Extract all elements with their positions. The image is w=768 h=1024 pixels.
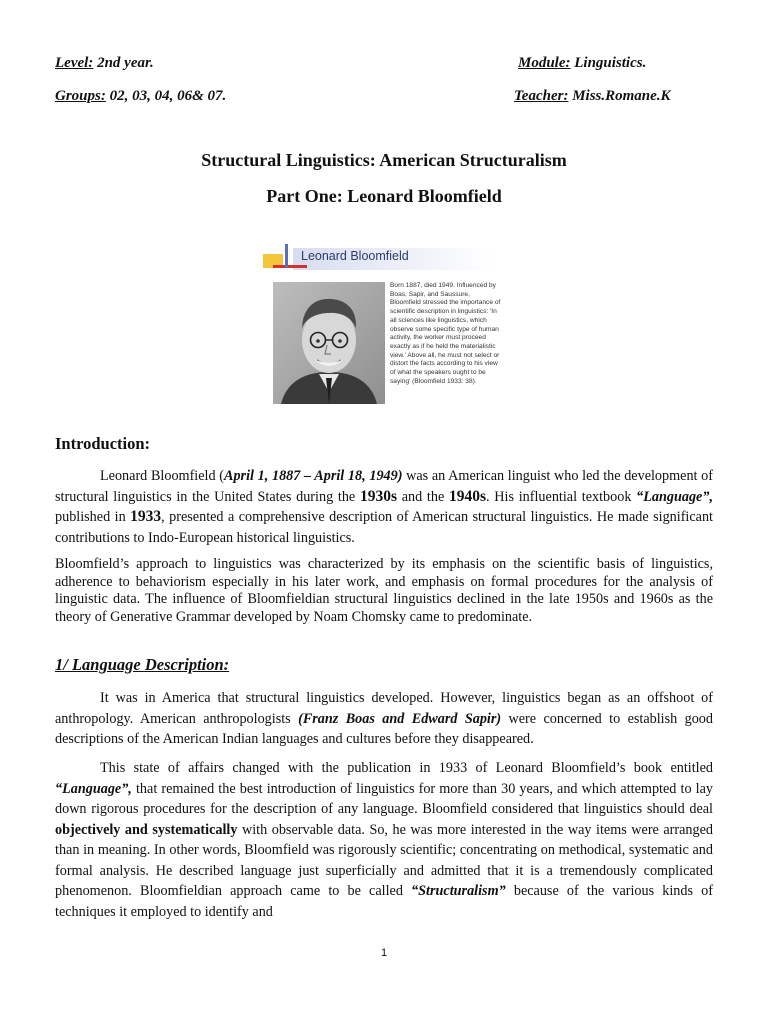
book-title: “Language”,	[636, 488, 713, 505]
document-title: Structural Linguistics: American Structuralism	[201, 150, 567, 170]
groups-value: 02, 03, 04, 06& 07.	[109, 88, 227, 104]
section1-p2-text: This state of affairs changed with the publication in 1933 of Leonard Bloomfield’s book entitled	[100, 760, 713, 776]
intro-p1-text: published in	[55, 509, 131, 525]
intro-p1-text: was an American linguist who led the development of structural linguistics in the United States during the	[55, 468, 713, 505]
portrait-illustration	[273, 282, 385, 404]
level-value: 2nd year.	[97, 55, 154, 71]
banner-red-line	[273, 265, 307, 268]
level-label: Level:	[55, 55, 94, 71]
groups-label: Groups:	[55, 88, 106, 104]
section1-paragraph-1	[55, 688, 713, 750]
book-title: “Language”,	[55, 780, 132, 797]
year-1930s: 1930s	[359, 487, 397, 505]
teacher-value: Miss.Romane.K	[572, 88, 671, 104]
section1-p1-text: It was in America that structural linguistics developed. However, linguistics began as an offshoot of anthropology. American anthropologists	[55, 690, 713, 727]
intro-p1-text: , presented a comprehensive description of American structural linguistics. He made significant contributions to Indo-European historical linguistics.	[55, 509, 713, 546]
page-number: 1	[380, 947, 388, 959]
year-1933: 1933	[130, 508, 162, 525]
groups-line	[55, 88, 226, 105]
intro-p1-text: and the	[396, 488, 449, 505]
bloomfield-dates: April 1, 1887 – April 18, 1949)	[224, 468, 403, 484]
level-line	[55, 55, 154, 72]
intro-p1-text: Leonard Bloomfield (	[100, 468, 224, 484]
bloomfield-figure	[263, 244, 503, 406]
section1-paragraph-2	[55, 758, 713, 922]
portrait-photo	[273, 282, 385, 404]
section1-p2-text: with observable data. So, he was more interested in the way items were arranged than in meaning. In other words, Bloomfield was rigorously scientific; concentrating on methodical, systematic and formal analysis. He described language just superficially and admitted that it is a tremendously complicated phenomenon. Bloomfieldian approach came to be called	[55, 821, 713, 899]
intro-paragraph-1	[55, 466, 713, 548]
teacher-line	[514, 88, 671, 105]
year-1940s: 1940s	[448, 487, 487, 505]
emphasis-objectively: objectively and systematically	[55, 821, 238, 838]
banner-blue-line	[285, 244, 288, 268]
module-label: Module:	[518, 55, 571, 71]
intro-p1-text: . His influential textbook	[486, 488, 637, 505]
module-line	[518, 55, 646, 72]
term-structuralism: “Structuralism”	[411, 883, 506, 899]
figure-caption: Born 1887, died 1949. Influenced by Boas, Sapir, and Saussure, Bloomfield stressed the importance of scientific description in linguistics: 'In all sciences like linguistics, which observe some specific type of human activity, the worker must proceed exactly as if he held the materialistic view.' Above all, he must not select or distort the facts according to his view of what the speakers ought to be saying' (Bloomfield 1933: 38).	[390, 282, 501, 385]
intro-paragraph-2: Bloomfield’s approach to linguistics was characterized by its emphasis on the scientific basis of linguistics, adherence to behaviorism especially in his later work, and emphasis on formal procedures for the analysis of linguistic data. The influence of Bloomfieldian structural linguistics declined in the late 1950s and 1960s as the theory of Generative Grammar developed by Noam Chomsky came to predominate.	[55, 556, 713, 625]
section1-p1-text: were concerned to establish good descriptions of the American Indian languages and cultures before they disappeared.	[55, 710, 713, 747]
section1-p2-text: that remained the best introduction of linguistics for more than 30 years, and which attempted to lay down rigorous procedures for the description of any language. Bloomfield considered that linguistics should deal	[55, 780, 713, 817]
figure-name: Leonard Bloomfield	[301, 249, 409, 263]
teacher-label: Teacher:	[514, 88, 569, 104]
anthropologist-names: (Franz Boas and Edward Sapir)	[298, 710, 502, 727]
document-subtitle: Part One: Leonard Bloomfield	[266, 186, 502, 206]
section-heading-language-description: 1/ Language Description:	[55, 655, 230, 674]
section1-p2-text: because of the various kinds of techniques it employed to identify and	[55, 883, 713, 920]
module-value: Linguistics.	[574, 55, 647, 71]
introduction-heading: Introduction:	[55, 434, 151, 453]
